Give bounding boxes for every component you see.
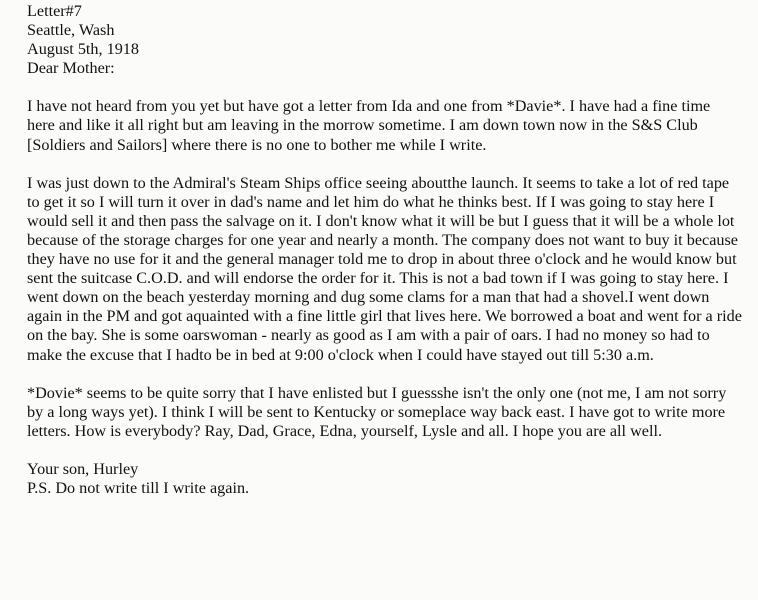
letter-date: August 5th, 1918 bbox=[27, 40, 139, 59]
paragraph-2: I was just down to the Admiral's Steam Ships office seeing aboutthe launch. It seems to take a lot of red tape to get it so I will turn it over in dad's name and let him do what he thinks best. If I was going to stay here I would sell it and then pass the salvage on it. I don't know what it will be but I guess that it will be a whole lot because of the storage charges for one year and nearly a month. The company does not want to buy it because they have no use for it and the general manager told me to drop in about three o'clock and he would know but sent the suitcase C.O.D. and will endorse the order for it. This is not a bad town if I was going to stay here. I went down on the beach yesterday morning and dug some clams for a man that had a shovel.I went down again in the PM and got aquainted with a fine little girl that lives here. We borrowed a boat and went for a ride on the bay. She is some oarswoman - nearly as good as I am with a pair of oars. I had no money so had to make the excuse that I hadto be in bed at 9:00 o'clock when I could have stayed out till 5:30 a.m. bbox=[27, 173, 742, 364]
letter-salutation: Dear Mother: bbox=[27, 59, 115, 78]
letter-location: Seattle, Wash bbox=[27, 21, 115, 40]
paragraph-1: I have not heard from you yet but have got a letter from Ida and one from *Davie*. I have had a fine time here and like it all right but am leaving in the morrow sometime. I am down town now in the S&S Club [Soldiers and Sailors] where there is no one to bother me while I write. bbox=[27, 97, 711, 154]
letter-body bbox=[27, 2, 742, 498]
letter-number: Letter#7 bbox=[27, 2, 82, 20]
paragraph-3: *Dovie* seems to be quite sorry that I have enlisted but I guessshe isn't the only one (not me, I am not sorry by a long ways yet). I think I will be sent to Kentucky or someplace way back east. I have got to write more letters. How is everybody? Ray, Dad, Grace, Edna, yourself, Lysle and all. I hope you are all well. bbox=[27, 383, 727, 440]
signature: Your son, Hurley bbox=[27, 459, 139, 478]
postscript: P.S. Do not write till I write again. bbox=[27, 478, 250, 497]
